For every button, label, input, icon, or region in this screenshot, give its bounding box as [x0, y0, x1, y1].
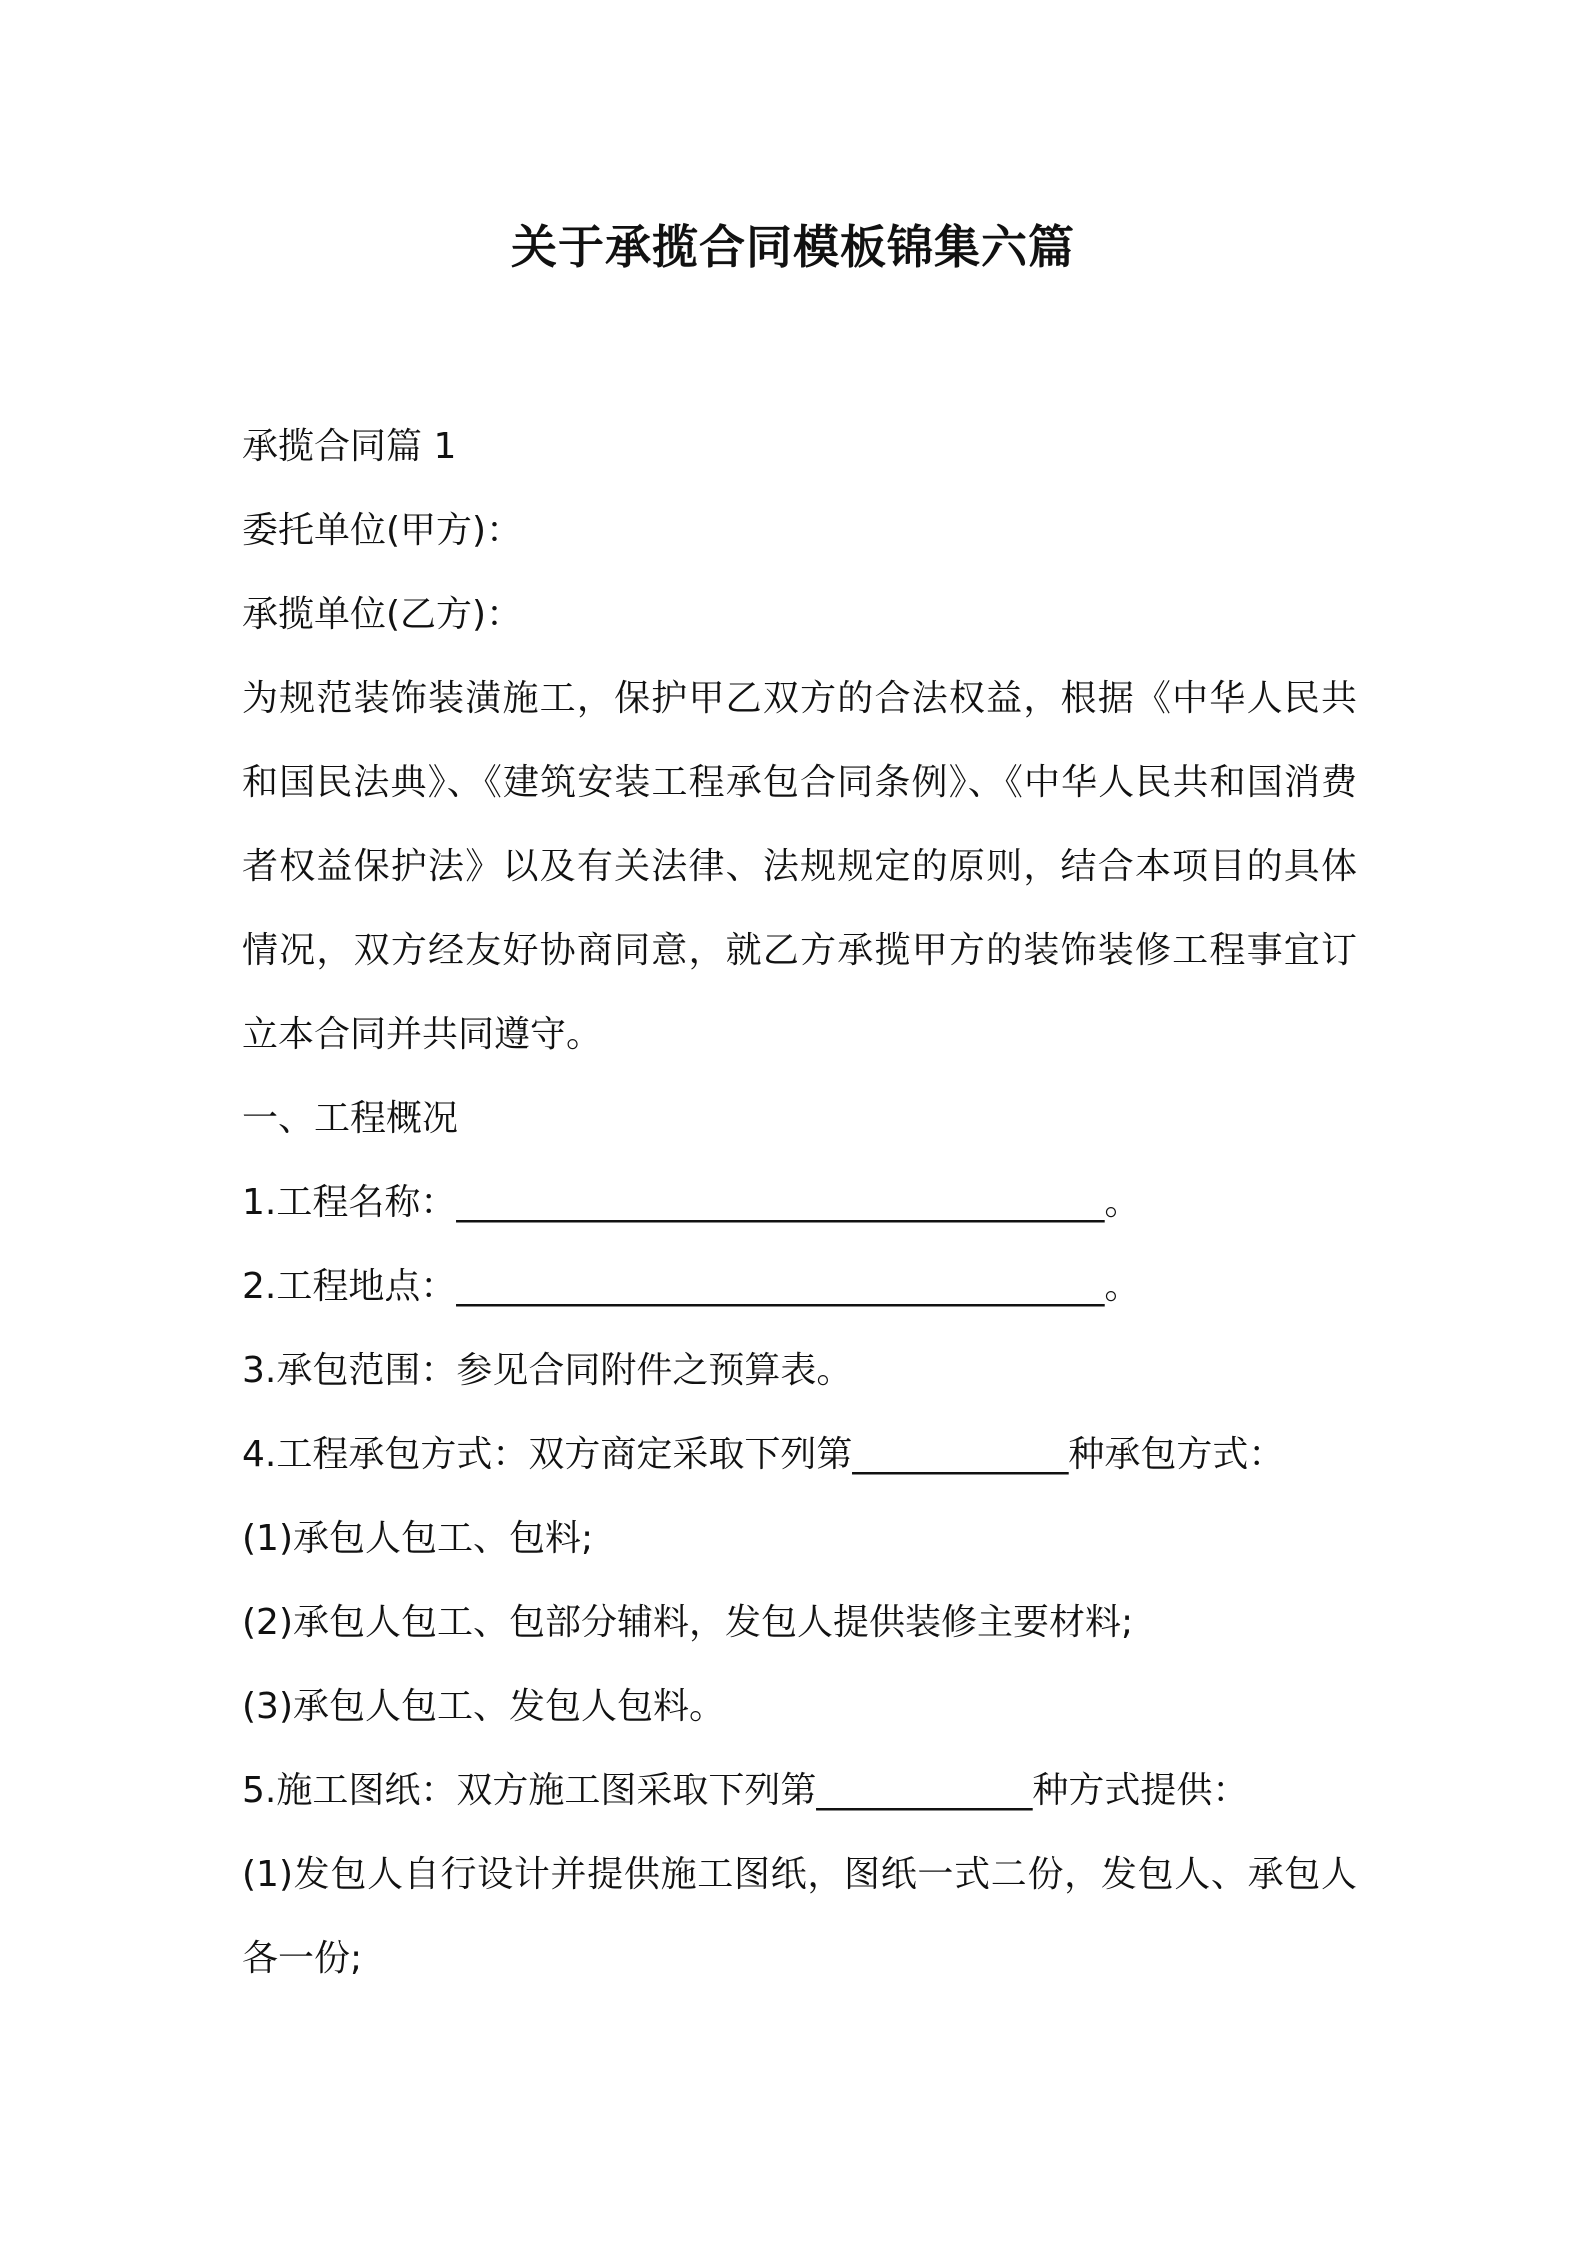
section-heading: 承揽合同篇 1 — [242, 426, 457, 467]
clause-subitem: (1)发包人自行设计并提供施工图纸，图纸一式二份，发包人、承包人各一份; — [242, 1854, 1357, 1979]
clause-item: 5.施工图纸：双方施工图采取下列第____________种方式提供： — [242, 1770, 1249, 1811]
clause-item: 2.工程地点：____________________________________。 — [242, 1266, 1141, 1307]
contractor-party-line: 承揽单位(乙方)： — [242, 594, 523, 635]
clause-subitem: (3)承包人包工、发包人包料。 — [242, 1686, 725, 1727]
clause-item: 4.工程承包方式：双方商定采取下列第____________种承包方式： — [242, 1434, 1285, 1475]
clause-subitem: (1)承包人包工、包料; — [242, 1518, 594, 1559]
clause-item: 1.工程名称：____________________________________。 — [242, 1182, 1141, 1223]
clause-item: 3.承包范围：参见合同附件之预算表。 — [242, 1350, 853, 1391]
client-party-line: 委托单位(甲方)： — [242, 510, 523, 551]
document-body — [242, 405, 1357, 2001]
document-title: 关于承揽合同模板锦集六篇 — [511, 220, 1075, 274]
clause-heading: 一、工程概况 — [242, 1098, 459, 1139]
preamble-paragraph: 为规范装饰装潢施工，保护甲乙双方的合法权益，根据《中华人民共和国民法典》、《建筑安装工程承包合同条例》、《中华人民共和国消费者权益保护法》以及有关法律、法规规定的原则，结合本项目的具体情况，双方经友好协商同意，就乙方承揽甲方的装饰装修工程事宜订立本合同并共同遵守。 — [242, 678, 1357, 1055]
clause-subitem: (2)承包人包工、包部分辅料，发包人提供装修主要材料; — [242, 1602, 1134, 1643]
